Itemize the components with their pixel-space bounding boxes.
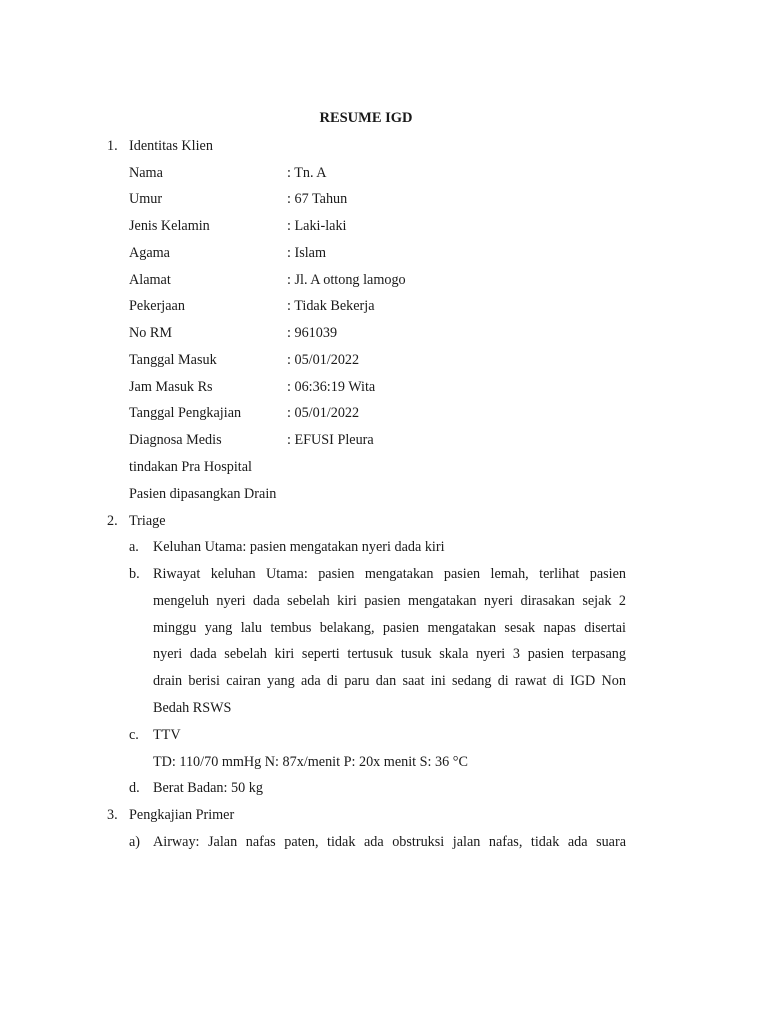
field-value-no-rm: : 961039 — [287, 325, 338, 341]
field-value-pekerjaan: : Tidak Bekerja — [287, 298, 375, 314]
section-number: 3. — [107, 807, 118, 823]
sub-item-marker: a) — [129, 834, 141, 850]
riwayat-keluhan-line: Bedah RSWS — [153, 700, 232, 716]
field-label-nama: Nama — [129, 165, 163, 181]
field-value-jam-masuk: : 06:36:19 Wita — [287, 379, 376, 395]
ttv-values: TD: 110/70 mmHg N: 87x/menit P: 20x menit S: 36 °C — [153, 754, 468, 770]
riwayat-keluhan-line: drain berisi cairan yang ada di paru dan saat ini sedang di rawat di IGD Non — [153, 673, 626, 689]
sub-item-marker: a. — [129, 539, 139, 555]
section-number: 2. — [107, 513, 118, 529]
field-label-no-rm: No RM — [129, 325, 172, 341]
keluhan-utama-text: Keluhan Utama: pasien mengatakan nyeri dada kiri — [153, 539, 445, 555]
field-value-tanggal-pengkajian: : 05/01/2022 — [287, 405, 360, 421]
field-value-alamat: : Jl. A ottong lamogo — [287, 272, 406, 288]
field-label-jam-masuk: Jam Masuk Rs — [129, 379, 213, 395]
field-value-tanggal-masuk: : 05/01/2022 — [287, 352, 360, 368]
riwayat-keluhan-line: nyeri dada sebelah kiri seperti tertusuk tusuk skala nyeri 3 pasien terpasang — [153, 646, 626, 662]
pre-hospital-label: tindakan Pra Hospital — [129, 459, 252, 475]
field-label-diagnosa-medis: Diagnosa Medis — [129, 432, 222, 448]
field-value-nama: : Tn. A — [287, 165, 327, 181]
sub-item-marker: b. — [129, 566, 140, 582]
field-label-pekerjaan: Pekerjaan — [129, 298, 185, 314]
ttv-heading: TTV — [153, 727, 181, 743]
sub-item-marker: c. — [129, 727, 139, 743]
field-label-agama: Agama — [129, 245, 170, 261]
berat-badan-text: Berat Badan: 50 kg — [153, 780, 263, 796]
riwayat-keluhan-line: mengeluh nyeri dada sebelah kiri pasien mengatakan nyeri dirasakan sejak 2 — [153, 593, 626, 609]
riwayat-keluhan-line: Riwayat keluhan Utama: pasien mengatakan pasien lemah, terlihat pasien — [153, 566, 626, 582]
sub-item-marker: d. — [129, 780, 140, 796]
field-label-umur: Umur — [129, 191, 163, 207]
field-value-agama: : Islam — [287, 245, 327, 261]
field-value-jenis-kelamin: : Laki-laki — [287, 218, 347, 234]
section-heading-identitas: Identitas Klien — [129, 138, 213, 154]
section-heading-triage: Triage — [129, 513, 166, 529]
field-value-diagnosa-medis: : EFUSI Pleura — [287, 432, 374, 448]
field-label-tanggal-pengkajian: Tanggal Pengkajian — [129, 405, 242, 421]
field-label-alamat: Alamat — [129, 272, 171, 288]
field-label-tanggal-masuk: Tanggal Masuk — [129, 352, 217, 368]
pre-hospital-value: Pasien dipasangkan Drain — [129, 486, 277, 502]
section-heading-pengkajian-primer: Pengkajian Primer — [129, 807, 235, 823]
section-number: 1. — [107, 138, 118, 154]
airway-text: Airway: Jalan nafas paten, tidak ada obstruksi jalan nafas, tidak ada suara — [153, 834, 626, 850]
field-value-umur: : 67 Tahun — [287, 191, 348, 207]
document-title: RESUME IGD — [319, 110, 413, 126]
riwayat-keluhan-line: minggu yang lalu tembus belakang, pasien mengatakan sesak napas disertai — [153, 620, 626, 636]
field-label-jenis-kelamin: Jenis Kelamin — [129, 218, 210, 234]
